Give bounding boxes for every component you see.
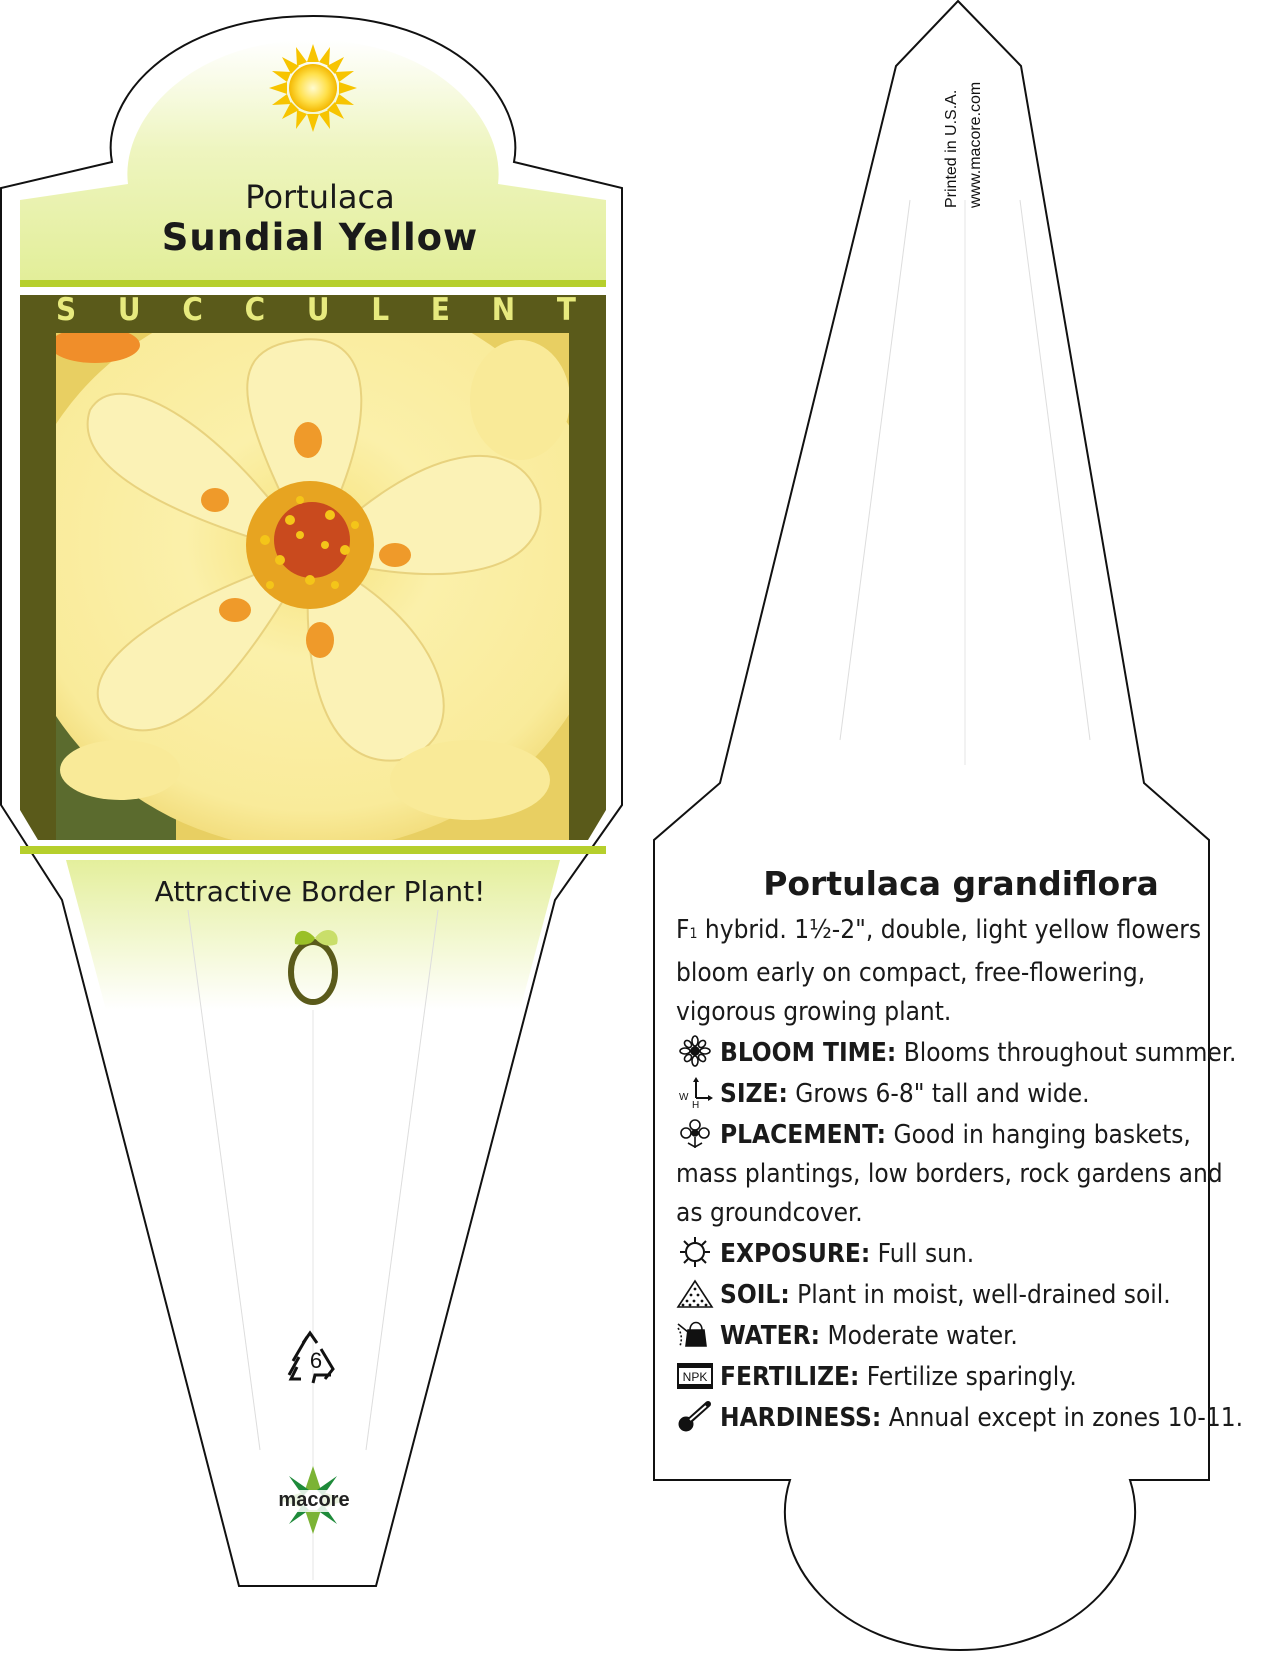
flower-photo <box>12 290 612 850</box>
attribute-value: Blooms throughout summer. <box>896 1038 1237 1068</box>
variety-name: Sundial Yellow <box>161 216 479 259</box>
attribute-soil <box>676 1276 1246 1315</box>
attribute-fertilize <box>676 1358 1246 1397</box>
attribute-value: Fertilize sparingly. <box>859 1362 1077 1392</box>
size-icon <box>676 1076 714 1108</box>
attribute-size <box>676 1075 1246 1114</box>
attribute-label: PLACEMENT: <box>720 1120 887 1150</box>
thermometer-icon <box>676 1400 714 1432</box>
sun-outline-icon <box>676 1236 714 1268</box>
attribute-label: SIZE: <box>720 1079 788 1109</box>
category-letter: L <box>371 292 390 328</box>
attribute-bloom-time <box>676 1034 1246 1073</box>
category-letter: C <box>182 292 203 328</box>
imprint-line-1: Printed in U.S.A. <box>943 89 960 208</box>
attribute-placement <box>676 1116 1246 1233</box>
tagline: Attractive Border Plant! <box>154 875 486 908</box>
description-text: hybrid. 1½-2", double, light yellow flowers bloom early on compact, free-flowering, vigorous growing plant. <box>676 915 1202 1027</box>
sun-icon <box>269 44 357 132</box>
category-letter: T <box>556 292 576 328</box>
attribute-label: FERTILIZE: <box>720 1362 860 1392</box>
size-w-letter: W <box>679 1092 689 1103</box>
attribute-value: Annual except in zones 10-11. <box>881 1403 1244 1433</box>
description <box>676 911 1246 1032</box>
care-info <box>676 864 1246 1438</box>
size-h-letter: H <box>692 1100 700 1108</box>
category-letter: E <box>430 292 450 328</box>
npk-text: NPK <box>682 1370 708 1384</box>
category-letter: C <box>244 292 266 328</box>
attribute-label: BLOOM TIME: <box>720 1038 897 1068</box>
species-name: Portulaca grandiflora <box>763 864 1159 903</box>
imprint <box>940 82 988 208</box>
attribute-label: HARDINESS: <box>720 1403 882 1433</box>
npk-icon <box>676 1359 714 1391</box>
watering-can-icon <box>676 1318 714 1350</box>
attribute-label: WATER: <box>720 1321 821 1351</box>
attribute-value: Grows 6-8" tall and wide. <box>787 1079 1090 1109</box>
category-letter: U <box>117 292 141 328</box>
attribute-water <box>676 1317 1246 1356</box>
category-label <box>20 292 612 328</box>
imprint-line-2: www.macore.com <box>967 81 984 208</box>
attribute-value: Moderate water. <box>820 1321 1018 1351</box>
attribute-hardiness <box>676 1399 1246 1438</box>
recycle-code: 6 <box>309 1348 323 1373</box>
description-subscript: 1 <box>689 926 698 942</box>
attribute-label: EXPOSURE: <box>720 1239 871 1269</box>
flower-icon <box>676 1035 714 1067</box>
attribute-label: SOIL: <box>720 1280 790 1310</box>
common-name: Portulaca <box>245 178 395 216</box>
attribute-value: Plant in moist, well-drained soil. <box>789 1280 1171 1310</box>
attribute-exposure <box>676 1235 1246 1274</box>
category-letter: U <box>306 292 330 328</box>
category-letter: N <box>491 292 516 328</box>
brand-name: macore <box>278 1489 350 1511</box>
category-letter: S <box>56 292 77 328</box>
attribute-value: Good in hanging baskets, mass plantings, low borders, rock gardens and as groundcover. <box>676 1120 1223 1228</box>
placement-icon <box>676 1117 714 1149</box>
description-prefix: F <box>676 915 690 945</box>
attribute-list <box>676 1034 1246 1438</box>
soil-icon <box>676 1277 714 1309</box>
attribute-value: Full sun. <box>870 1239 975 1269</box>
